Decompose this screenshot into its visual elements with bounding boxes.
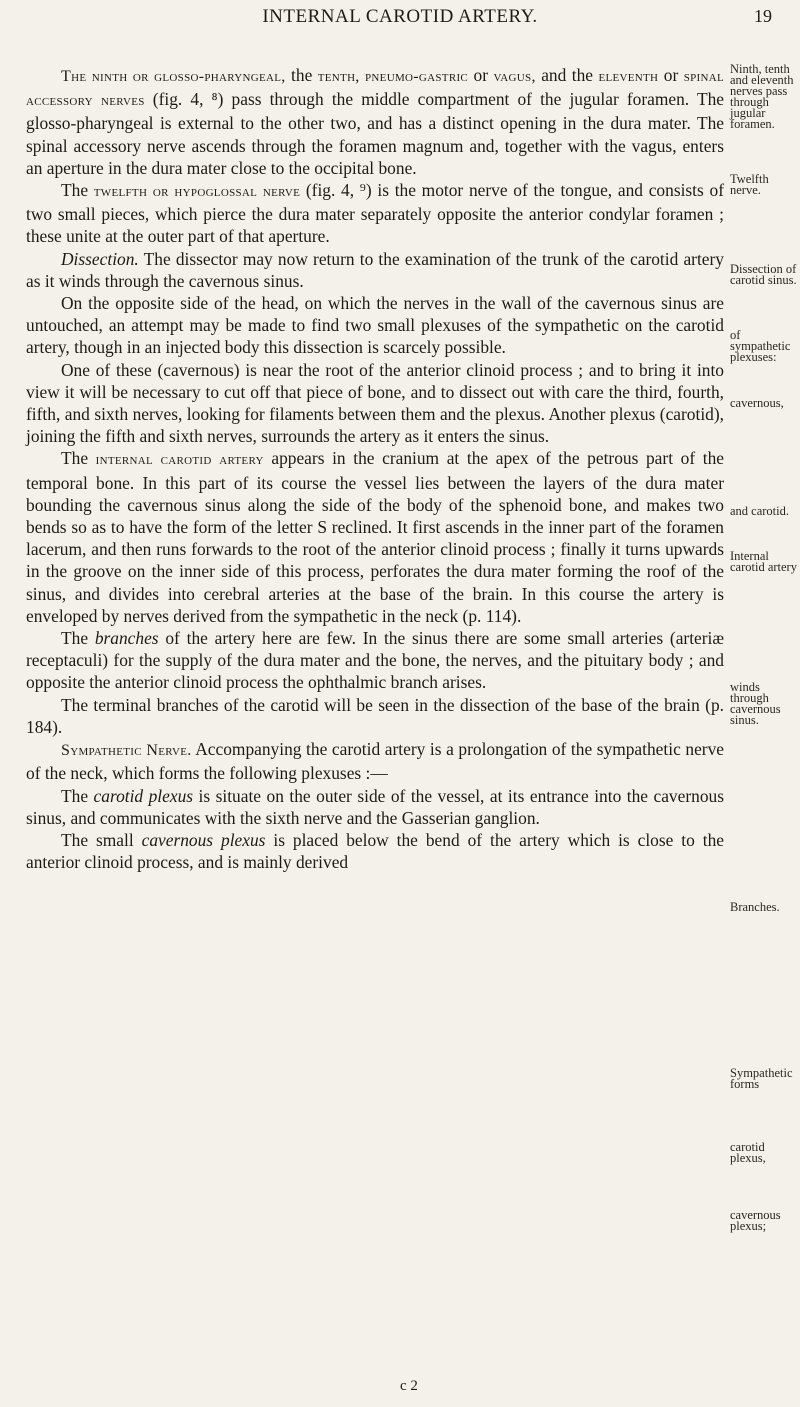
margin-note: cavernous, bbox=[730, 396, 784, 410]
page-number: 19 bbox=[754, 6, 772, 26]
paragraph-terminal-branches: The terminal branches of the carotid will be seen in the dissection of the base of the brain (p. 184). bbox=[26, 694, 724, 737]
margin-note: Dissection of carotid sinus. bbox=[730, 262, 797, 287]
margin-note: Internal carotid artery bbox=[730, 549, 797, 574]
margin-note: carotid plexus, bbox=[730, 1140, 766, 1165]
margin-note: Sympathetic forms bbox=[730, 1066, 793, 1091]
paragraph-twelfth-nerve: The twelfth or hypoglossal nerve (fig. 4, ⁹) is the motor nerve of the tongue, and consists of two small pieces, which pierce the dura mater separately opposite the anterior condylar foramen ; these unite at the outer part of that aperture. bbox=[26, 180, 724, 247]
paragraph-branches: The branches of the artery here are few. In the sinus there are some small arteries (arteriæ receptaculi) for the supply of the dura mater and the bone, the nerves, and the pituitary body ; and opposite the anterior clinoid process the ophthalmic branch arises. bbox=[26, 628, 724, 693]
paragraph-ninth-tenth-eleventh-nerves: The ninth or glosso-pharyngeal, the tenth, pneumo-gastric or vagus, and the eleventh or spinal accessory nerves (fig. 4, ⁸) pass through the middle compartment of the jugular foramen. The glosso-pharyngeal is external to the other two, and has a distinct opening in the dura mater. The spinal accessory nerve ascends through the foramen magnum and, together with the vagus, enters an aperture in the dura mater close to the occipital bone. bbox=[26, 65, 725, 178]
paragraph-opposite-side: On the opposite side of the head, on which the nerves in the wall of the cavernous sinus are untouched, an attempt may be made to find two small plexuses of the sympathetic on the carotid artery, though in an injected body this dissection is scarcely possible. bbox=[26, 293, 724, 358]
margin-note: Twelfth nerve. bbox=[730, 172, 769, 197]
margin-note: of sympathetic plexuses: bbox=[730, 328, 791, 364]
margin-note: and carotid. bbox=[730, 504, 790, 518]
margin-note: cavernous plexus; bbox=[730, 1208, 781, 1233]
paragraph-cavernous-plexus-dissection: One of these (cavernous) is near the root of the anterior clinoid process ; and to bring it into view it will be necessary to cut off that piece of bone, and to dissect out with care the third, fourth, fifth, and sixth nerves, looking for filaments between them and the plexus. Another plexus (carotid), joining the fifth and sixth nerves, surrounds the artery as it enters the sinus. bbox=[26, 359, 724, 447]
margin-note: winds through cavernous sinus. bbox=[730, 680, 781, 727]
paragraph-sympathetic-nerve: Sympathetic Nerve. Accompanying the carotid artery is a prolongation of the sympathetic nerve of the neck, which forms the following plexuses :— bbox=[26, 739, 724, 784]
paragraph-dissection: Dissection. The dissector may now return to the examination of the trunk of the carotid artery as it winds through the cavernous sinus. bbox=[26, 248, 724, 291]
paragraph-carotid-plexus: The carotid plexus is situate on the outer side of the vessel, at its entrance into the cavernous sinus, and communicates with the sixth nerve and the Gasserian ganglion. bbox=[26, 785, 724, 828]
margin-note: Branches. bbox=[730, 900, 780, 914]
body-text bbox=[26, 64, 724, 873]
margin-note: Ninth, tenth and eleventh nerves pass through jugular foramen. bbox=[730, 62, 794, 131]
paragraph-internal-carotid-artery: The internal carotid artery appears in the cranium at the apex of the petrous part of the temporal bone. In this part of its course the vessel lies between the layers of the dura mater bounding the cavernous sinus along the side of the body of the sphenoid bone, and makes two bends so as to have the form of the letter S reclined. It first ascends in the inner part of the foramen lacerum, and then runs forwards to the root of the anterior clinoid process ; finally it turns upwards in the groove on the inner side of this process, perforates the dura mater forming the roof of the sinus, and divides into cerebral arteries at the base of the brain. In this course the artery is enveloped by nerves derived from the sympathetic in the neck (p. 114). bbox=[26, 448, 724, 626]
running-header bbox=[0, 4, 800, 32]
page-title: INTERNAL CAROTID ARTERY. bbox=[262, 6, 538, 27]
paragraph-cavernous-plexus: The small cavernous plexus is placed below the bend of the artery which is close to the anterior clinoid process, and is mainly derived bbox=[26, 829, 724, 873]
signature-mark: c 2 bbox=[400, 1378, 418, 1394]
